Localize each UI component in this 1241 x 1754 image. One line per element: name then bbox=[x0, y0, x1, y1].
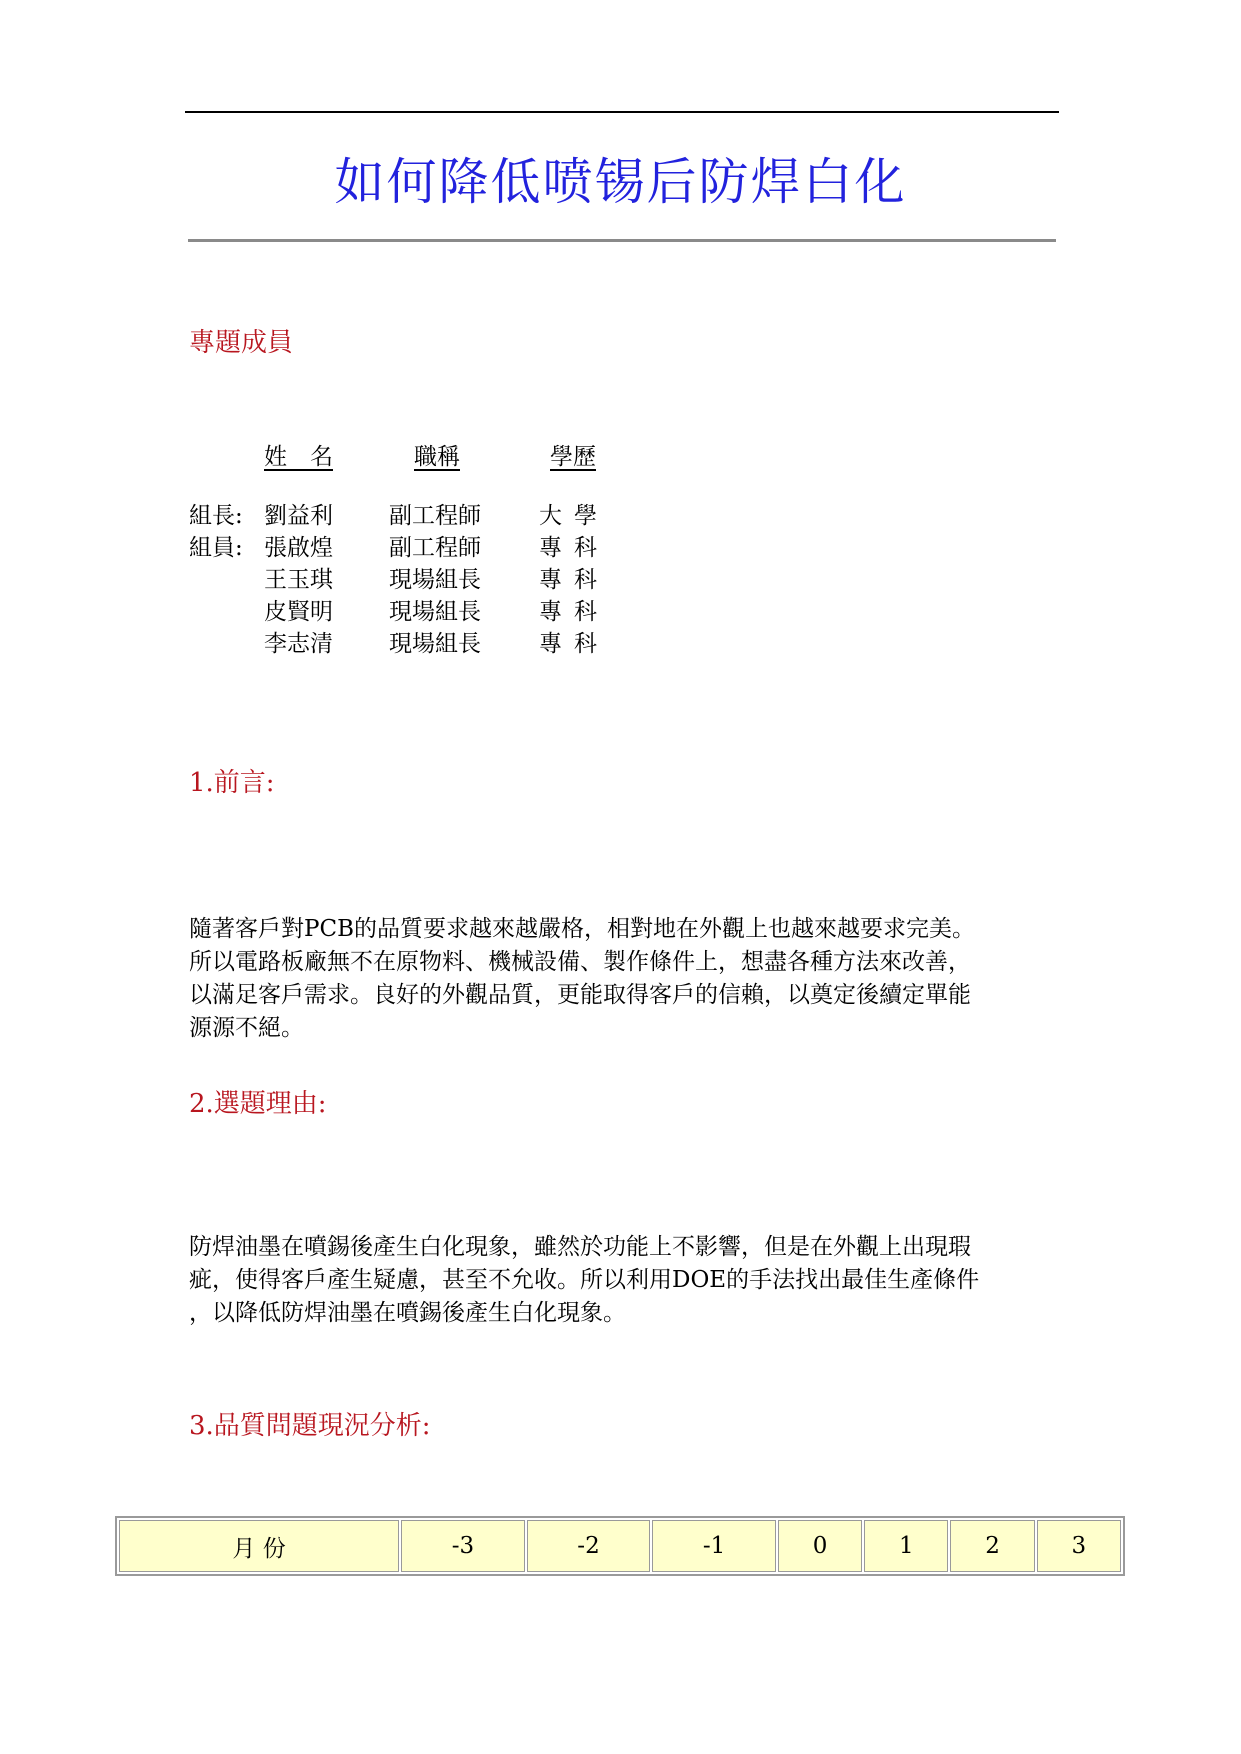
reason-heading: 2.選題理由: bbox=[189, 1089, 327, 1119]
reason-line: 防焊油墨在噴錫後產生白化現象，雖然於功能上不影響，但是在外觀上出現瑕 bbox=[189, 1234, 971, 1260]
member-name: 王玉琪 bbox=[264, 567, 333, 593]
member-title: 現場組長 bbox=[389, 599, 481, 625]
intro-line: 所以電路板廠無不在原物料、機械設備、製作條件上，想盡各種方法來改善， bbox=[189, 949, 971, 975]
table-header-cell: -2 bbox=[527, 1520, 651, 1572]
members-heading: 專題成員 bbox=[189, 328, 294, 358]
reason-paragraph bbox=[189, 1231, 1069, 1330]
intro-line: 以滿足客戶需求。良好的外觀品質，更能取得客戶的信賴，以奠定後續定單能 bbox=[189, 982, 971, 1008]
table-row bbox=[119, 1520, 1121, 1572]
table-header-cell: -1 bbox=[652, 1520, 776, 1572]
table-header-cell: 月 份 bbox=[119, 1520, 399, 1572]
member-title: 副工程師 bbox=[389, 503, 481, 529]
member-title: 副工程師 bbox=[389, 535, 481, 561]
member-education: 專科 bbox=[539, 535, 609, 561]
member-education: 專科 bbox=[539, 631, 609, 657]
table-header-cell: -3 bbox=[401, 1520, 525, 1572]
column-header-name: 姓 名 bbox=[264, 444, 333, 470]
member-row bbox=[189, 532, 749, 564]
member-row bbox=[189, 596, 749, 628]
member-education: 大學 bbox=[539, 503, 609, 529]
reason-line: 疵，使得客戶產生疑慮，甚至不允收。所以利用DOE的手法找出最佳生產條件 bbox=[189, 1267, 980, 1293]
member-name: 李志清 bbox=[264, 631, 333, 657]
analysis-heading: 3.品質問題現況分析: bbox=[189, 1411, 431, 1441]
member-row bbox=[189, 500, 749, 532]
member-role: 組員: bbox=[189, 535, 243, 561]
member-education: 專科 bbox=[539, 599, 609, 625]
member-name: 劉益利 bbox=[264, 503, 333, 529]
intro-line: 隨著客戶對PCB的品質要求越來越嚴格，相對地在外觀上也越來越要求完美。 bbox=[189, 916, 975, 942]
member-title: 現場組長 bbox=[389, 567, 481, 593]
member-title: 現場組長 bbox=[389, 631, 481, 657]
table-header-cell: 2 bbox=[950, 1520, 1034, 1572]
member-education: 專科 bbox=[539, 567, 609, 593]
reason-line: ，以降低防焊油墨在噴錫後產生白化現象。 bbox=[189, 1300, 626, 1326]
member-role: 組長: bbox=[189, 503, 243, 529]
table-header-cell: 1 bbox=[864, 1520, 948, 1572]
member-name: 皮賢明 bbox=[264, 599, 333, 625]
member-name: 張啟煌 bbox=[264, 535, 333, 561]
top-rule bbox=[185, 111, 1059, 113]
document-title: 如何降低喷锡后防焊白化 bbox=[334, 153, 907, 211]
title-underline-rule bbox=[188, 239, 1056, 242]
column-header-education: 學歷 bbox=[550, 444, 596, 470]
intro-paragraph bbox=[189, 913, 1069, 1045]
intro-heading: 1.前言: bbox=[189, 768, 275, 798]
member-row bbox=[189, 628, 749, 660]
column-header-title: 職稱 bbox=[414, 444, 460, 470]
table-header-cell: 3 bbox=[1037, 1520, 1121, 1572]
month-table bbox=[115, 1516, 1125, 1576]
intro-line: 源源不絕。 bbox=[189, 1015, 304, 1041]
table-header-cell: 0 bbox=[778, 1520, 862, 1572]
member-row bbox=[189, 564, 749, 596]
